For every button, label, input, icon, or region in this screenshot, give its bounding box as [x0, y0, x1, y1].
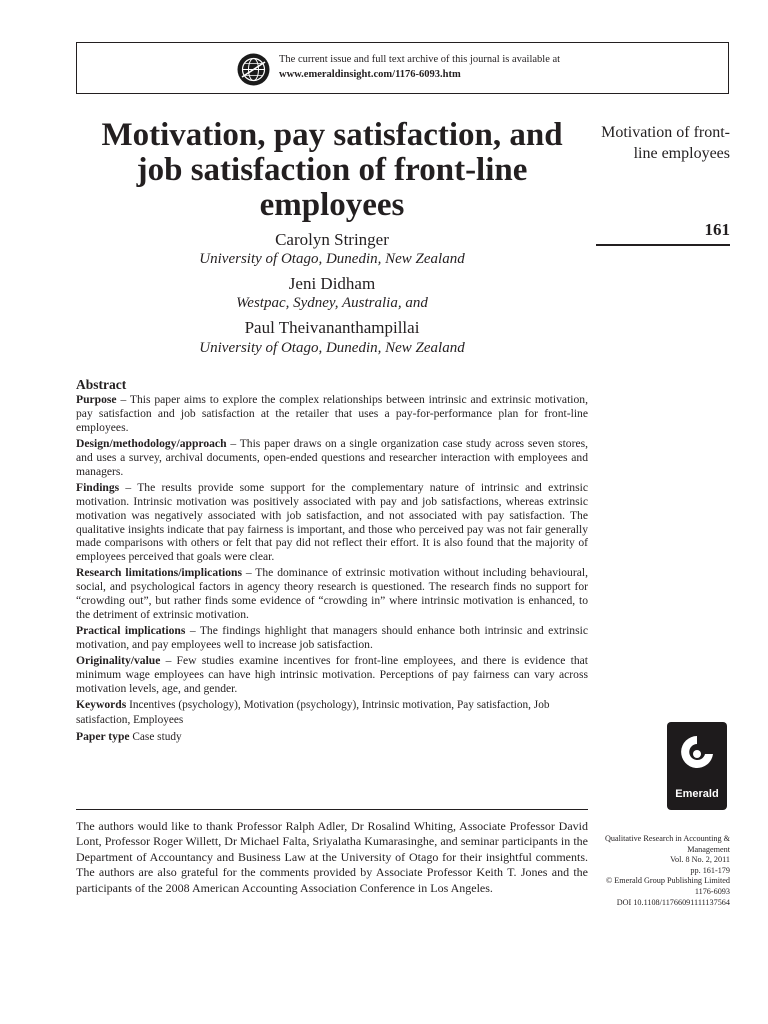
emerald-logo — [667, 722, 727, 810]
abstract-heading: Abstract — [76, 377, 127, 392]
logo-label: Emerald — [675, 788, 719, 800]
section-label: Practical implications — [76, 624, 186, 638]
paper-title: Motivation, pay satisfaction, and job satisfaction of front-line employees — [101, 117, 563, 223]
journal-issn: 1176-6093 — [694, 886, 730, 896]
author-name: Carolyn Stringer — [275, 230, 389, 249]
section-label: Paper type — [76, 730, 130, 744]
journal-name: Qualitative Research in Accounting & — [604, 834, 730, 843]
emerald-logo-icon — [675, 730, 719, 784]
acknowledgements-footnote: The authors would like to thank Professor Ralph Adler, Dr Rosalind Whiting, Associate Professor David Lont, Professor Roger Willett, Dr Michael Falta, Sriyalatha Kumarasinghe, and seminar participants in the Department of Accountancy and Business Law at the University of Otago for their insightful comments. The authors are also grateful for the comments provided by Associate Professor Keith T. Jones and the participants of the 2008 American Accounting Association Conference in Los Angeles. — [76, 819, 588, 895]
sidebar-divider — [596, 244, 730, 246]
running-title: Motivation of front-line employees — [601, 124, 730, 162]
abstract-originality — [76, 654, 588, 696]
journal-volume: Vol. 8 No. 2, 2011 — [670, 855, 730, 865]
abstract-practical — [76, 624, 588, 652]
abstract-design — [76, 437, 588, 479]
author-name: Jeni Didham — [288, 274, 376, 293]
section-text: Case study — [129, 731, 182, 744]
section-label: Purpose — [76, 393, 117, 406]
section-text: – This paper aims to explore the complex relationships between intrinsic and extrinsic motivation, pay satisfaction and job satisfaction at the retailer that uses a pay-for-performance plan for front-line employees. — [76, 393, 588, 434]
section-label: Originality/value — [76, 654, 161, 668]
journal-citation — [590, 834, 730, 908]
author-affiliation: Westpac, Sydney, Australia, and — [236, 295, 428, 311]
section-text: – This paper draws on a single organization case study across seven stores, and uses a survey, archival documents, open-ended questions and researcher interaction with employees and managers. — [76, 436, 588, 478]
section-text: Incentives (psychology), Motivation (psychology), Intrinsic motivation, Pay satisfaction, Job satisfaction, Employees — [76, 699, 550, 727]
journal-doi: DOI 10.1108/11766091111137564 — [616, 897, 730, 907]
journal-url-link[interactable]: www.emeraldinsight.com/1176-6093.htm — [279, 69, 461, 80]
journal-name-cont: Management — [687, 844, 730, 854]
page-number: 161 — [704, 220, 730, 239]
section-label: Design/methodology/approach — [76, 436, 227, 450]
journal-publisher: © Emerald Group Publishing Limited — [605, 876, 730, 886]
section-text: – The results provide some support for the complementary nature of intrinsic and extrinsic motivation. Intrinsic motivation was positively associated with pay and job satisfactions, whereas extrinsic motivation was negatively associated with job satisfaction, and not associated with pay satisfaction. The qualitative insights indicate that pay fairness is important, and those who perceived pay was not fair generally made comparisons with others or felt that pay did not reflect their effort. It is also found that the majority of employees perceived that goals were clear. — [76, 480, 588, 564]
section-text: – The dominance of extrinsic motivation without including behavioural, social, and psychological factors in agency theory research is questioned. The research finds no support for “crowding out”, but rather finds some evidence of “crowding in” where intrinsic motivation is enhanced, to the detriment of extrinsic motivation. — [76, 566, 588, 622]
journal-pages: pp. 161-179 — [690, 865, 730, 875]
section-text: – The findings highlight that managers should enhance both intrinsic and extrinsic motivation, and pay employees well to increase job satisfaction. — [76, 624, 588, 652]
section-label: Keywords — [76, 698, 127, 712]
author-name: Paul Theivananthampillai — [244, 318, 420, 337]
abstract-purpose — [76, 393, 588, 435]
globe-icon — [237, 53, 270, 86]
section-label: Research limitations/implications — [76, 566, 242, 580]
notice-text: The current issue and full text archive of this journal is available at — [279, 54, 561, 65]
abstract-paper-type — [76, 730, 588, 745]
abstract-body — [76, 393, 588, 747]
footnote-divider — [76, 809, 588, 810]
author-affiliation: University of Otago, Dunedin, New Zealand — [199, 251, 465, 267]
author-affiliation: University of Otago, Dunedin, New Zealand — [199, 340, 465, 356]
section-text: – Few studies examine incentives for front-line employees, and there is evidence that minimum wage employees can have high intrinsic motivation. Perceptions of pay fairness can vary across motivation levels, age, and gender. — [76, 654, 588, 696]
journal-availability-notice — [76, 42, 729, 94]
abstract-keywords — [76, 698, 588, 728]
section-label: Findings — [76, 480, 120, 494]
abstract-findings — [76, 481, 588, 564]
abstract-limitations — [76, 566, 588, 622]
